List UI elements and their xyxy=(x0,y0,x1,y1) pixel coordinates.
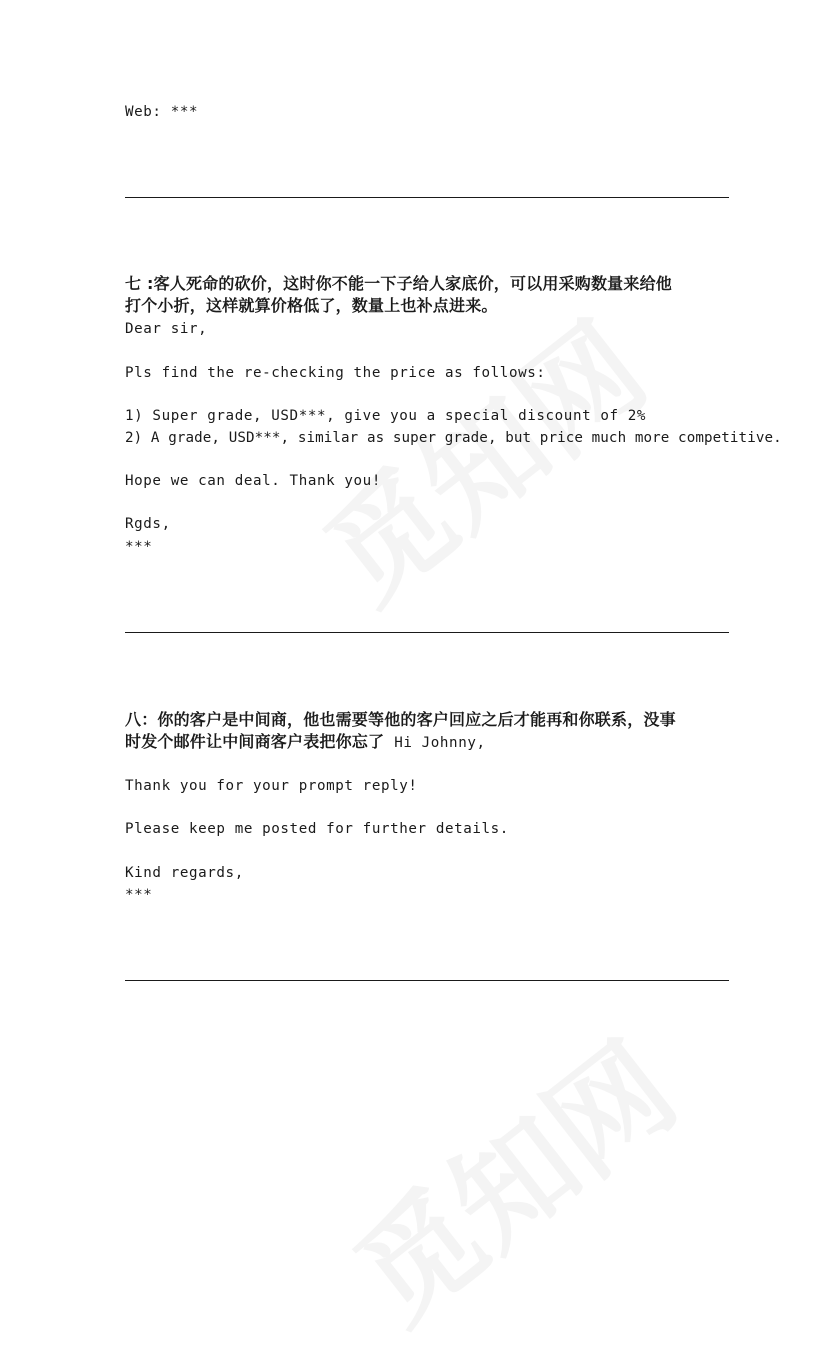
section-8-heading-line-2-row xyxy=(125,731,486,753)
section-8-thanks: Thank you for your prompt reply! xyxy=(125,778,418,794)
section-7-signoff: Rgds, xyxy=(125,516,171,532)
web-line: Web: *** xyxy=(125,104,199,120)
watermark xyxy=(285,277,675,634)
section-8-signature: *** xyxy=(125,887,153,903)
section-8-request: Please keep me posted for further details. xyxy=(125,821,509,837)
section-8-greeting: Hi Johnny, xyxy=(394,735,486,751)
divider xyxy=(125,197,729,198)
divider xyxy=(125,980,729,981)
section-7-item-1: 1) Super grade, USD***, give you a special discount of 2% xyxy=(125,408,647,424)
divider xyxy=(125,632,729,633)
section-7-closing: Hope we can deal. Thank you! xyxy=(125,473,381,489)
section-8-heading-line-2: 时发个邮件让中间商客户表把你忘了 xyxy=(125,732,385,751)
section-7-heading-line-2: 打个小折，这样就算价格低了，数量上也补点进来。 xyxy=(125,296,498,315)
section-7-greeting: Dear sir, xyxy=(125,321,208,337)
section-7-item-2: 2) A grade, USD***, similar as super grade, but price much more competitive. xyxy=(125,430,782,446)
section-7-heading-line-1: 七 :客人死命的砍价，这时你不能一下子给人家底价，可以用采购数量来给他 xyxy=(125,274,672,293)
section-8-signoff: Kind regards, xyxy=(125,865,244,881)
watermark xyxy=(315,997,705,1354)
section-7-signature: *** xyxy=(125,539,153,555)
section-8-heading-line-1: 八：你的客户是中间商，他也需要等他的客户回应之后才能再和你联系，没事 xyxy=(125,710,676,729)
section-7-intro: Pls find the re-checking the price as follows: xyxy=(125,365,546,381)
